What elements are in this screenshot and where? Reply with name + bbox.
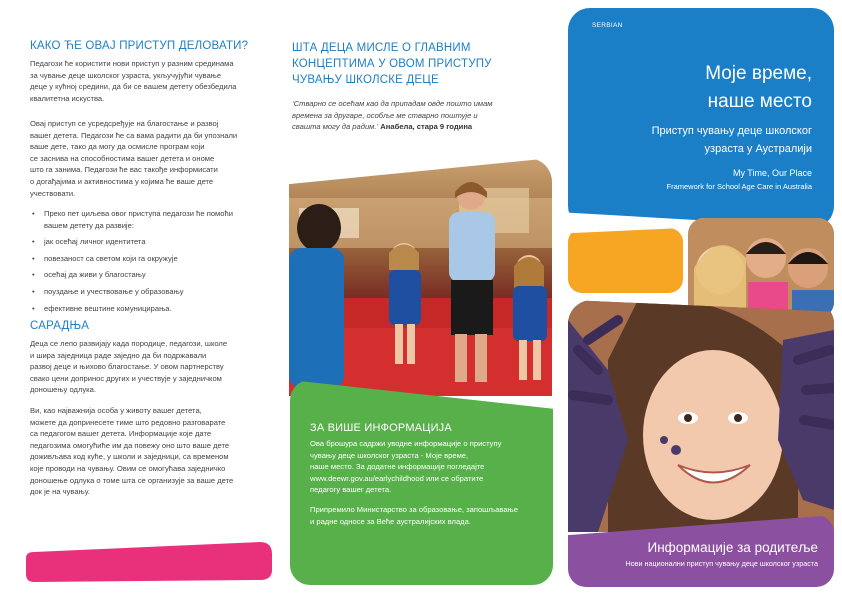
text-line: Припремило Министарство за образовање, запошљавање [310, 504, 518, 514]
cover-subtitle [652, 122, 812, 158]
text-line: учествовати. [30, 188, 76, 198]
list-item-line: • јак осећај личног идентитета [44, 237, 146, 247]
text-line: Педагози ће користити нови приступ у разним срединама [30, 59, 234, 68]
text-line: свако цени допринос других и учествује у заједничком [30, 373, 222, 383]
text-line: Деца се лепо развијају када породице, педагози, школе [30, 339, 228, 348]
quote-author: Анабела, стара 9 година [378, 122, 473, 132]
list-item [30, 303, 280, 315]
kids-group-photo [688, 218, 834, 318]
paragraph-focus [30, 118, 270, 199]
heading-how-it-works: КАКО ЋЕ ОВАЈ ПРИСТУП ДЕЛОВАТИ? [30, 40, 249, 52]
more-info-text [310, 438, 545, 527]
pink-accent-shape [22, 540, 274, 585]
heading-line: КОНЦЕПТИМА У ОВОМ ПРИСТУПУ [292, 58, 492, 70]
heading-cooperation: САРАДЊА [30, 320, 90, 332]
text-line: можете да допринесете тиме што редовно разговарате [30, 417, 226, 427]
cover-title-line-2: наше место [707, 91, 812, 112]
text-line: Ви, као најважнија особа у животу вашег детета, [30, 406, 202, 415]
text-line: доношење одлука о томе шта се организује за ваше дете [30, 475, 234, 485]
paragraph-lines [30, 118, 270, 199]
heading-line: ШТА ДЕЦА МИСЛЕ О ГЛАВНИМ [292, 42, 471, 54]
list-item-line: вашем детету да развије: [44, 220, 134, 230]
list-item-line: • повезаност са светом који га окружује [44, 253, 178, 263]
painted-hands-girl-photo [568, 300, 834, 532]
parents-info-subtitle: Нови национални приступ чувању деце школског узраста [625, 559, 818, 568]
classroom-illustration [289, 158, 552, 396]
child-quote [292, 98, 552, 133]
text-line: са педагогом вашег детета. Информације које дате [30, 429, 212, 439]
text-line: што га занима. Педагози ће вас такође информисати [30, 165, 218, 175]
cover-subtitle-line-2: узраста у Аустралији [704, 143, 812, 155]
list-item [30, 286, 280, 298]
cover-subtitle-line-1: Приступ чувању деце школског [651, 125, 812, 137]
children-concepts-heading [292, 40, 492, 88]
text-line: Овај приступ се усредсређује на благостање и развој [30, 119, 219, 128]
kids-illustration [688, 218, 834, 318]
list-item-line: • Преко пет циљева овог приступа педагози ће помоћи [44, 209, 233, 218]
text-line: и шира заједница раде заједно да би подржавали [30, 350, 207, 360]
text-line: Ова брошура садржи уводне информације о приступу [310, 439, 502, 448]
text-line: и радне односе за Веће аустралијских влада. [310, 516, 471, 526]
language-label: SERBIAN [592, 22, 623, 29]
text-line: деце у кућној средини, да би се вашем детету обезбедила [30, 82, 237, 92]
text-line: ваше дете, тако да могу да осмисле програм који [30, 142, 205, 152]
text-line: доживљава код куће, у школи и заједници, са временом [30, 452, 229, 462]
text-line: развој деце и њихово благостање. У овом партнерству [30, 362, 224, 372]
more-info-heading: ЗА ВИШЕ ИНФОРМАЦИЈА [310, 422, 452, 434]
text-line: док је на чувању. [30, 487, 90, 497]
quote-line: свашта могу да радим.’ Анабела, стара 9 година [292, 122, 473, 132]
paragraph-lines [30, 405, 280, 498]
list-item [30, 253, 280, 265]
text-line: педагозима омогућиће им да повежу оно што ваше дете [30, 440, 230, 450]
english-subtitle: Framework for School Age Care in Australia [666, 182, 812, 191]
text-line: се заснива на способностима вашег детета и ономе [30, 153, 215, 163]
list-item [30, 236, 280, 248]
list-item [30, 269, 280, 281]
text-line: педагогу вашег детета. [310, 485, 392, 495]
cover-title [705, 60, 812, 116]
paragraph-lines [30, 338, 280, 396]
text-line: које проводи на чувању. Овим се омогућава заједничко [30, 463, 226, 473]
text-line: вашег детета. Педагози ће са вама радити да би упознали [30, 130, 238, 140]
list-item-line: • осећај да живи у благостању [44, 270, 146, 280]
orange-accent-shape [568, 228, 683, 293]
paragraph-settings [30, 58, 270, 104]
text-line: наше место. За додатне информације погледајте [310, 462, 485, 472]
list-item-line: • поуздање и учествовање у образовању [44, 286, 184, 296]
text-line: о догађајима и активностима у којима ће ваше дете [30, 176, 214, 186]
quote-line: времена за другаре, особље ме стварно поштује и [292, 110, 478, 120]
english-title: My Time, Our Place [732, 168, 812, 178]
quote-line: ‘Стварно се осећам као да припадам овде пошто имам [292, 99, 493, 108]
paragraph-contribution [30, 405, 280, 498]
text-line: квалитетна искуства. [30, 93, 105, 103]
list-item-line: • ефективне вештине комуницирања. [44, 303, 172, 313]
text-line: доношењу одлука. [30, 385, 97, 395]
text-line: чувању деце школског узраста - Моје време, [310, 450, 469, 460]
cover-title-line-1: Моје време, [705, 63, 812, 84]
list-item [30, 208, 280, 231]
parents-info-title: Информације за родитеље [647, 540, 818, 555]
cover-title-box [568, 8, 834, 228]
classroom-photo [289, 158, 552, 396]
face-illustration [568, 300, 834, 532]
text-line: www.deewr.gov.au/earlychildhood или се обратите [310, 473, 484, 483]
heading-line: ЧУВАЊУ ШКОЛСКЕ ДЕЦЕ [292, 74, 439, 86]
outcomes-list [30, 208, 280, 319]
paragraph-lines [30, 58, 270, 104]
text-line: за чување деце школског узраста, укључујући чување [30, 70, 222, 80]
paragraph-partnership [30, 338, 280, 396]
